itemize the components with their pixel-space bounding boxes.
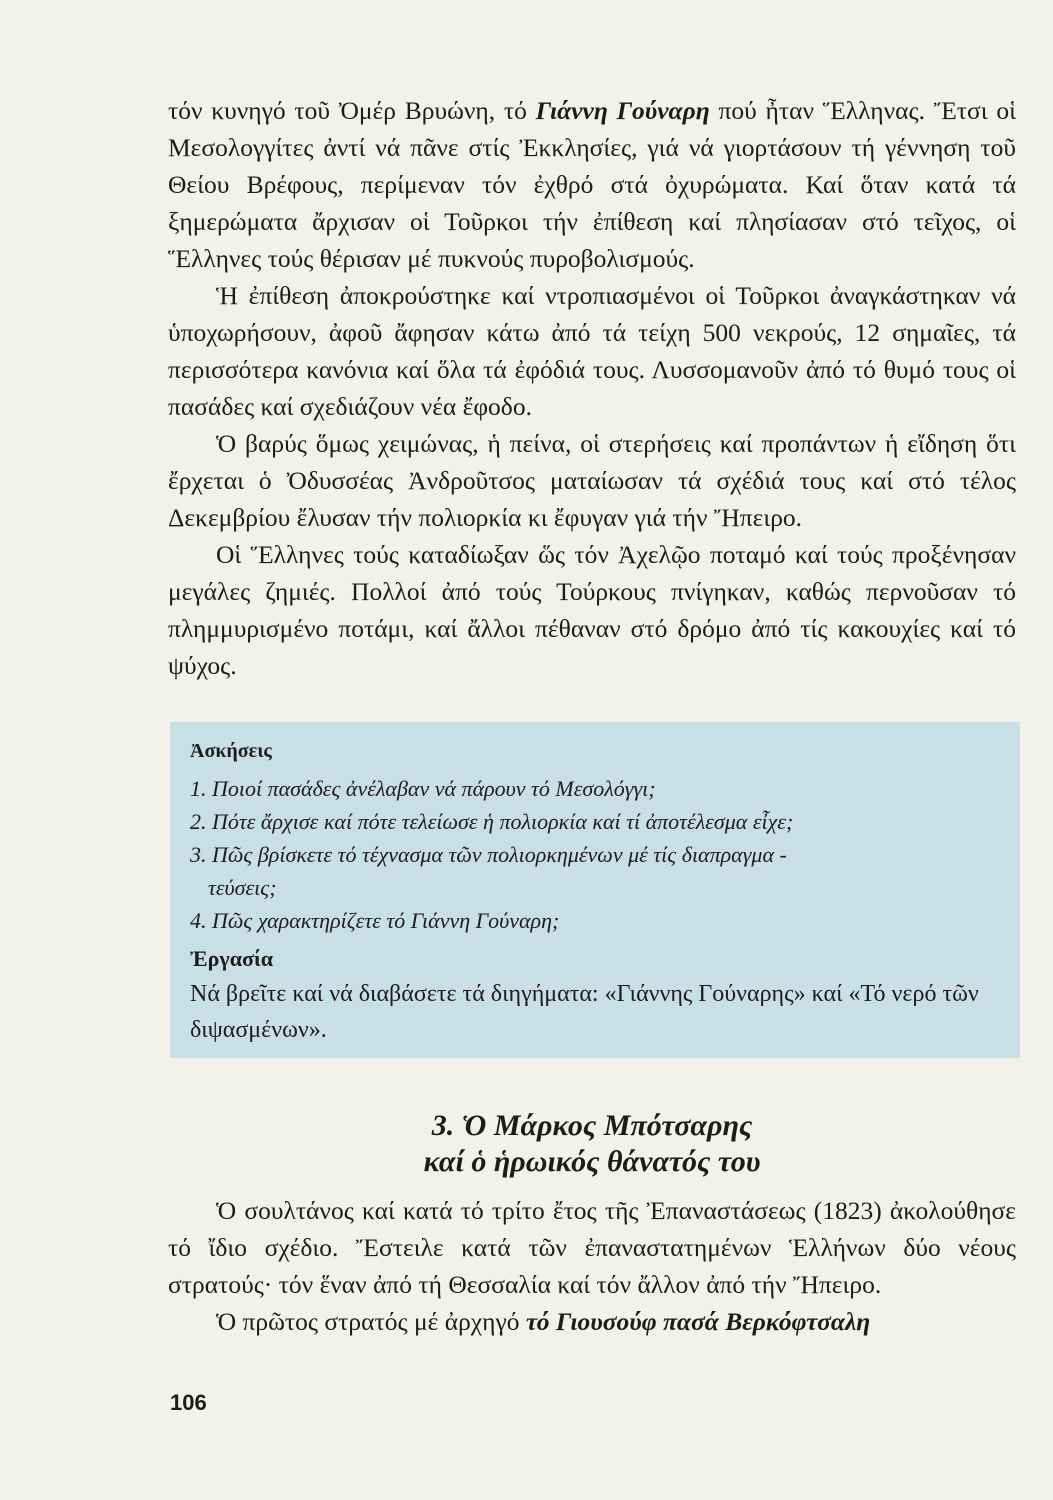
work-text: Νά βρεῖτε καί νά διαβάσετε τά διηγήματα: «Γιάννης Γούναρης» καί «Τό νερό τῶν διψασμένων». xyxy=(190,981,979,1043)
exercise-list xyxy=(190,772,1010,937)
exercise-item: 1. Ποιοί πασάδες ἀνέλαβαν νά πάρουν τό Μεσολόγγι; xyxy=(190,776,656,801)
exercise-item: 2. Πότε ἄρχισε καί πότε τελείωσε ἡ πολιορκία καί τί ἀποτέλεσμα εἶχε; xyxy=(190,809,794,834)
main-text xyxy=(168,92,1016,684)
emphasis-name: τό Γιουσούφ πασά Βερκόφτσαλη xyxy=(525,1307,871,1336)
page-number: 106 xyxy=(170,1390,207,1415)
exercise-item: 4. Πῶς χαρακτηρίζετε τό Γιάννη Γούναρη; xyxy=(190,908,560,933)
section-title-line-1: 3. Ὁ Μάρκος Μπότσαρης xyxy=(431,1109,753,1142)
paragraph-3: Ὁ βαρύς ὅμως χειμώνας, ἡ πείνα, οἱ στερήσεις καί προπάντων ἡ εἴδηση ὅτι ἔρχεται ὁ Ὀδυσσέας Ἀνδροῦτσος ματαίωσαν τά σχέδιά τους καί στό τέλος Δεκεμβρίου ἔλυσαν τήν πολιορκία κι ἔφυγαν γιά τήν Ἤπειρο. xyxy=(168,429,1016,532)
exercise-item-continuation: τεύσεις; xyxy=(208,875,277,900)
section-paragraph-1: Ὁ σουλτάνος καί κατά τό τρίτο ἔτος τῆς Ἐπαναστάσεως (1823) ἀκολούθησε τό ἴδιο σχέδιο. Ἔστειλε κατά τῶν ἐπαναστατημένων Ἑλλήνων δύο νέους στρατούς· τόν ἕναν ἀπό τή Θεσσαλία καί τόν ἄλλον ἀπό τήν Ἤπειρο. xyxy=(168,1196,1016,1299)
emphasis-name: Γιάννη Γούναρη xyxy=(535,96,710,125)
exercises-heading: Ἀσκήσεις xyxy=(190,740,272,762)
paragraph-2: Ἡ ἐπίθεση ἀποκρούστηκε καί ντροπιασμένοι οἱ Τοῦρκοι ἀναγκάστηκαν νά ὑποχωρήσουν, ἀφοῦ ἄφησαν κάτω ἀπό τά τείχη 500 νεκρούς, 12 σημαῖες, τά περισσότερα κανόνια καί ὅλα τά ἐφόδιά τους. Λυσσομανοῦν ἀπό τό θυμό τους οἱ πασάδες καί σχεδιάζουν νέα ἔφοδο. xyxy=(168,281,1016,421)
exercise-box xyxy=(170,722,1020,1058)
section-text xyxy=(168,1192,1016,1340)
paragraph-4: Οἱ Ἕλληνες τούς καταδίωξαν ὥς τόν Ἀχελῷο ποταμό καί τούς προξένησαν μεγάλες ζημιές. Πολλοί ἀπό τούς Τούρκους πνίγηκαν, καθώς περνοῦσαν τό πλημμυρισμένο ποτάμι, καί ἄλλοι πέθαναν στό δρόμο ἀπό τίς κακουχίες καί τό ψύχος. xyxy=(168,540,1016,680)
section-title-line-2: καί ὁ ἡρωικός θάνατός του xyxy=(423,1145,761,1178)
exercise-item: 3. Πῶς βρίσκετε τό τέχνασμα τῶν πολιορκημένων μέ τίς διαπραγμα - xyxy=(190,842,787,867)
paragraph-1: τόν κυνηγό τοῦ Ὀμέρ Βρυώνη, τό Γιάννη Γούναρη πού ἦταν Ἕλληνας. Ἔτσι οἱ Μεσολογγίτες ἀντί νά πᾶνε στίς Ἐκκλησίες, γιά νά γιορτάσουν τή γέννηση τοῦ Θείου Βρέφους, περίμεναν τόν ἐχθρό στά ὀχυρώματα. Καί ὅταν κατά τά ξημερώματα ἄρχισαν οἱ Τοῦρκοι τήν ἐπίθεση καί πλησίασαν στό τεῖχος, οἱ Ἕλληνες τούς θέρισαν μέ πυκνούς πυροβολισμούς. xyxy=(168,96,1016,273)
section-paragraph-2: Ὁ πρῶτος στρατός μέ ἀρχηγό τό Γιουσούφ πασά Βερκόφτσαλη xyxy=(216,1307,871,1336)
work-heading: Ἐργασία xyxy=(190,946,274,971)
section-title xyxy=(168,1108,1016,1180)
